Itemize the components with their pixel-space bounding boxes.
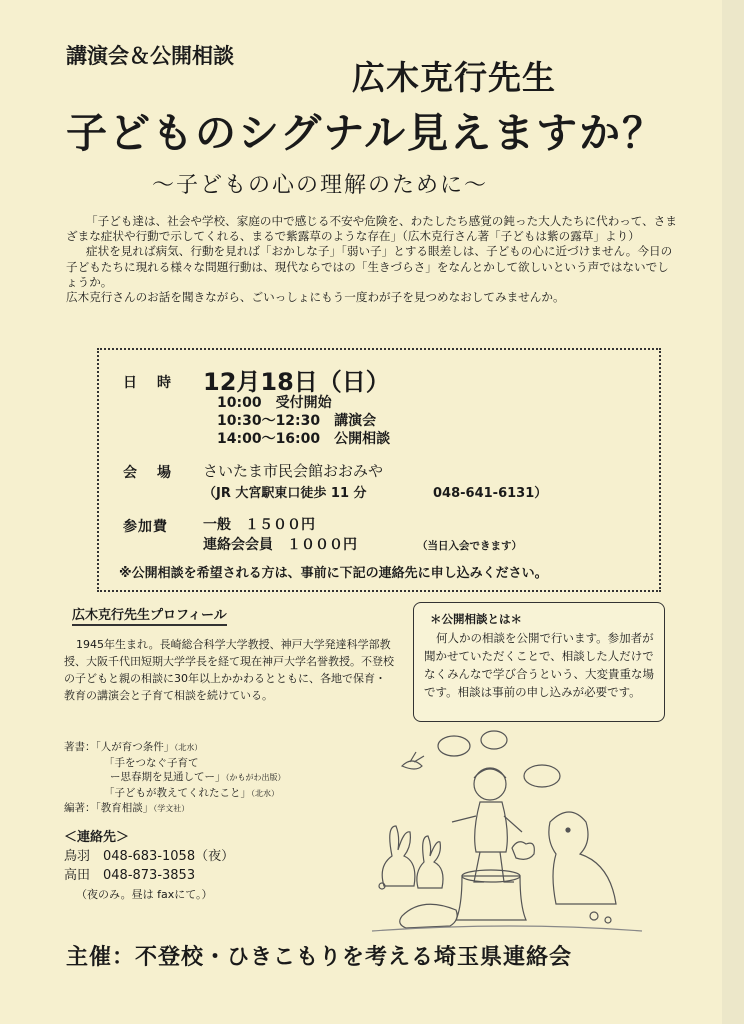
rabbit-icon [382, 826, 415, 886]
contact-info [64, 828, 234, 904]
book-item: 著書：「人が育つ条件」（北水） [64, 741, 203, 753]
books-list [64, 740, 286, 817]
profile-body [64, 636, 396, 704]
consultation-title: ＊公開相談とは＊ [430, 612, 522, 626]
book-item: 「手をつなぐ子育て [104, 756, 199, 769]
event-details-box [97, 348, 661, 592]
intro-paragraph-1: 「子ども達は、社会や学校、家庭の中で感じる不安や危険を、わたしたち感覚の鈍った大人たちに代わって、さまざまな症状や行動で示してくれる、まるで紫露草のような存在」（広木克行さん著「子どもは紫の露草」より） [66, 214, 677, 244]
thought-bubble-icon [438, 736, 470, 756]
child-animals-illustration [362, 726, 652, 936]
schedule-reception: 10:00 受付開始 [217, 395, 332, 411]
book-item: ー思春期を見通してー」（かもがわ出版） [110, 771, 286, 783]
fee-label: 参加費 [123, 519, 168, 535]
contact-line: 高田 048-873-3853 [64, 868, 196, 883]
book-item: 「子どもが教えてくれたこと」（北水） [104, 786, 279, 799]
fee-general: 一般 １５００円 [203, 517, 315, 533]
main-title: 子どものシグナル見えますか？ [66, 109, 666, 157]
profile-text: 1945年生まれ。長崎総合科学大学教授、神戸大学発達科学部教授、大阪千代田短期大学学長を経て現在神戸大学名誉教授。不登校の子どもと親の相談に30年以上かかわるとともに、各地で保育・教育の講演会と子育て相談を続けている。 [64, 638, 394, 702]
tagline: ～子どもの心の理解のために～ [152, 173, 489, 198]
book-item: 編著：「教育相談」（学文社） [64, 802, 190, 814]
schedule-lecture: 10:30～12:30 講演会 [217, 413, 377, 429]
intro-paragraph-2: 症状を見れば病気、行動を見れば「おかしな子」「弱い子」とする眼差しは、子どもの心に近づけません。今日の子どもたちに現れる様々な問題行動は、現代ならではの「生きづらさ」をなんとかして欲しいという声ではないでしょうか。 [66, 244, 673, 289]
profile-heading: 広木克行先生プロフィール [72, 604, 227, 626]
schedule-consultation: 14:00～16:00 公開相談 [217, 431, 391, 447]
dog-icon [549, 812, 616, 904]
consultation-info-box [413, 602, 665, 722]
speaker-name: 広木克行先生 [352, 58, 556, 97]
contact-heading: ＜連絡先＞ [64, 830, 130, 845]
application-note: ※公開相談を希望される方は、事前に下記の連絡先に申し込みください。 [119, 566, 548, 581]
venue-access: （JR 大宮駅東口徒歩 11 分 [203, 486, 367, 501]
venue-name: さいたま市民会館おおみや [203, 462, 384, 480]
venue-label: 会 場 [123, 465, 174, 481]
contact-note: （夜のみ。昼は faxにて。） [76, 888, 213, 901]
cat-icon [400, 904, 457, 928]
intro-paragraph-3: 広木克行さんのお話を聞きながら、ごいっしょにもう一度わが子を見つめなおしてみませんか。 [66, 290, 565, 305]
intro-text [66, 214, 680, 305]
contact-line: 鳥羽 048-683-1058（夜） [64, 849, 235, 864]
event-date: 12月18日（日） [203, 368, 390, 396]
consultation-body: 何人かの相談を公開で行います。参加者が聞かせていただくことで、相談した人だけでなくみんなで学び合うという、大変貴重な場です。相談は事前の申し込みが必要です。 [424, 631, 654, 699]
fee-note: （当日入会できます） [417, 540, 522, 552]
bird-icon [402, 752, 424, 769]
venue-phone: 048-641-6131） [433, 486, 548, 501]
organizer: 主催：不登校・ひきこもりを考える埼玉県連絡会 [66, 945, 573, 970]
date-label: 日 時 [123, 375, 174, 391]
paper-edge [722, 0, 744, 1024]
event-type: 講演会＆公開相談 [66, 44, 234, 68]
fee-member: 連絡会会員 １０００円 [203, 537, 357, 553]
